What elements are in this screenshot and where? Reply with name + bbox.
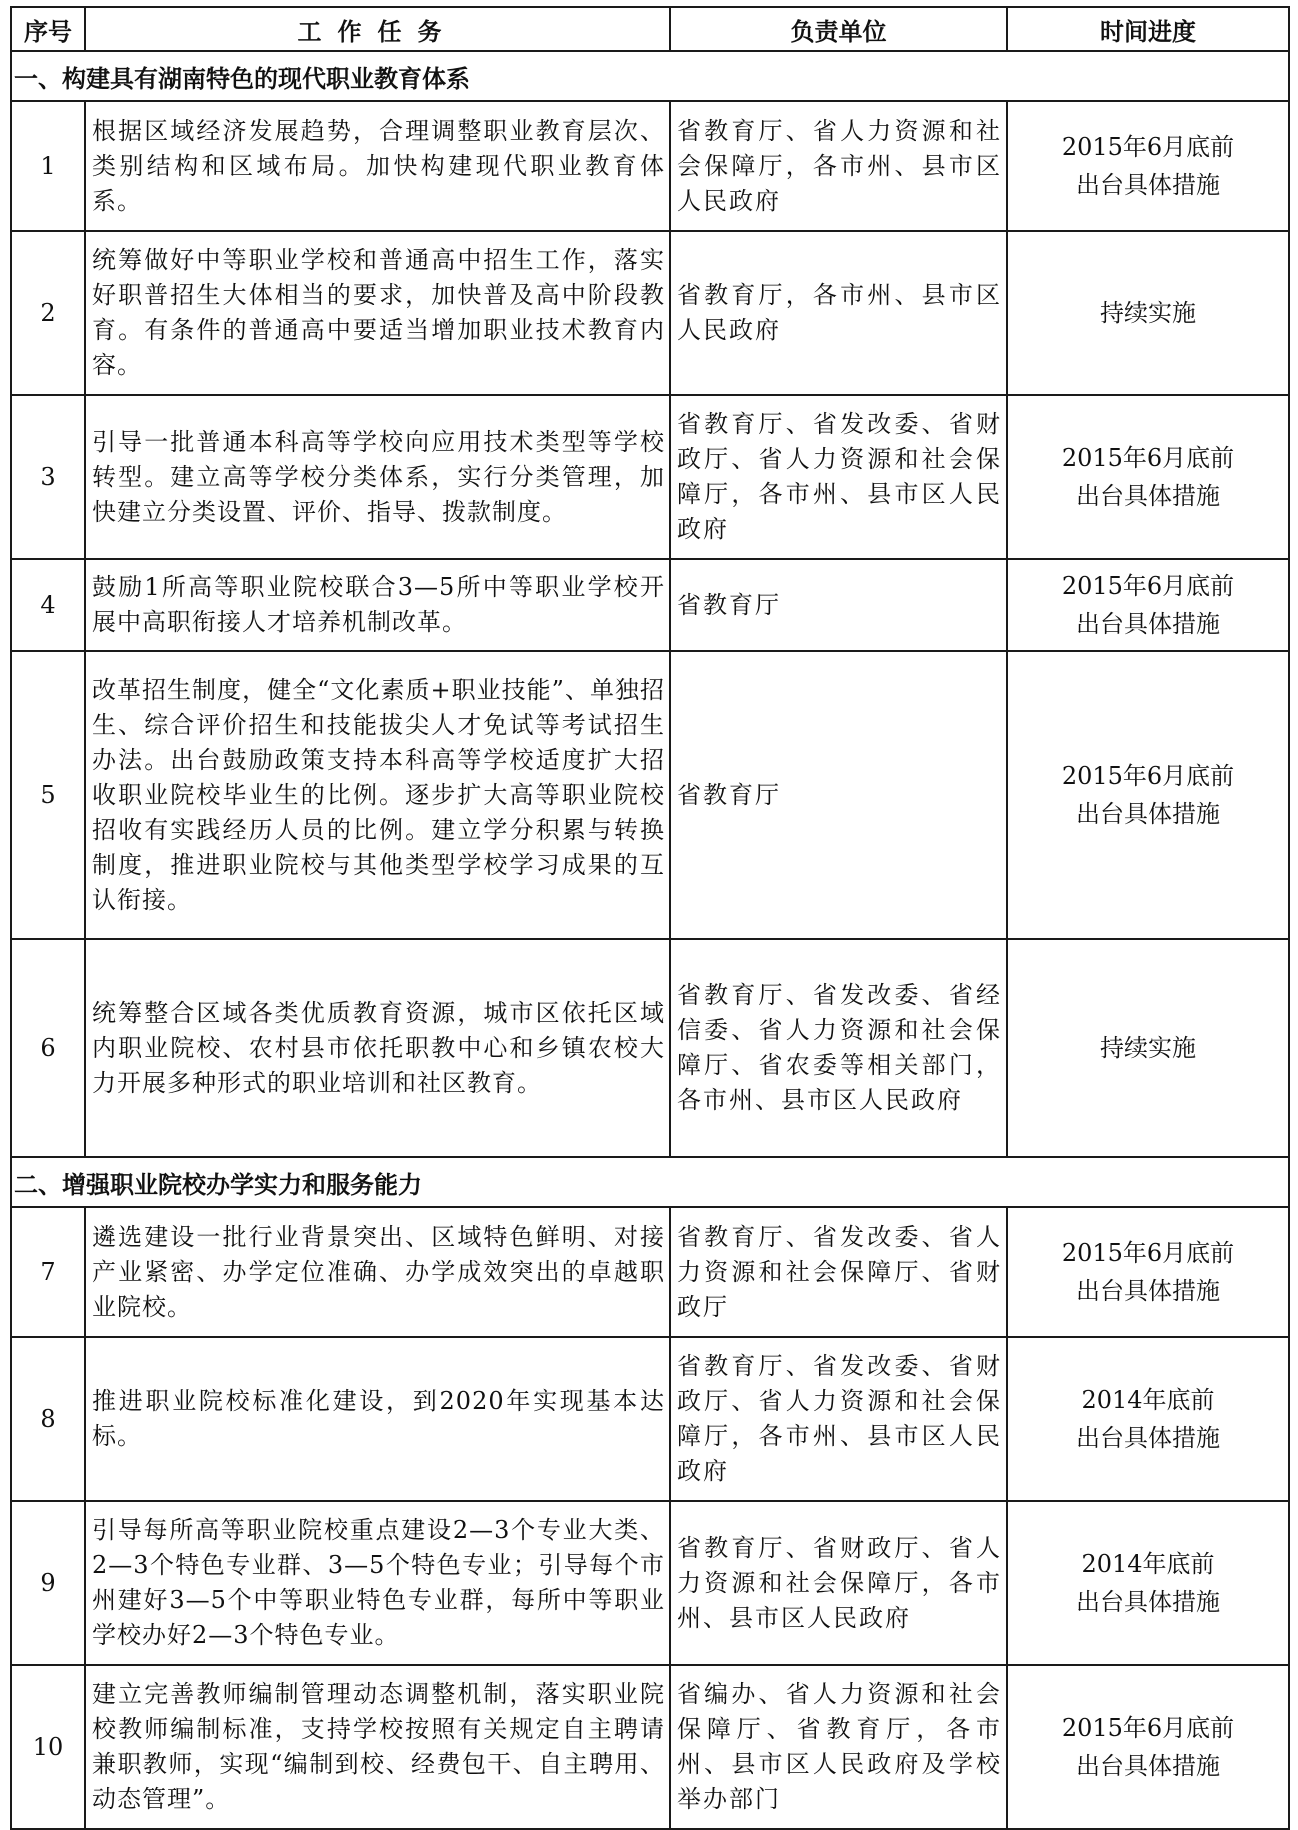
table-row: [11, 1665, 1289, 1829]
time-line1: 持续实施: [1100, 1034, 1196, 1062]
header-unit: 负责单位: [670, 7, 1007, 51]
row-time: [1007, 939, 1289, 1157]
time-line2: 出台具体措施: [1076, 1277, 1220, 1305]
task-table: [10, 6, 1290, 1830]
time-line1: 2014年底前: [1081, 1386, 1215, 1414]
row-task: 根据区域经济发展趋势，合理调整职业教育层次、类别结构和区域布局。加快构建现代职业教育体系。: [85, 101, 670, 231]
time-line1: 2015年6月底前: [1061, 444, 1235, 472]
row-num: 7: [11, 1207, 85, 1337]
time-line1: 2015年6月底前: [1061, 1714, 1235, 1742]
row-unit: 省教育厅、省财政厅、省人力资源和社会保障厅，各市州、县市区人民政府: [670, 1501, 1007, 1665]
row-unit: 省教育厅、省发改委、省经信委、省人力资源和社会保障厅、省农委等相关部门，各市州、县市区人民政府: [670, 939, 1007, 1157]
table-row: [11, 1501, 1289, 1665]
table-row: [11, 1337, 1289, 1501]
header-time: 时间进度: [1007, 7, 1289, 51]
time-line1: 2015年6月底前: [1061, 1239, 1235, 1267]
row-unit: 省教育厅、省人力资源和社会保障厅，各市州、县市区人民政府: [670, 101, 1007, 231]
row-num: 5: [11, 651, 85, 939]
row-num: 9: [11, 1501, 85, 1665]
row-task: 改革招生制度，健全“文化素质+职业技能”、单独招生、综合评价招生和技能拔尖人才免试等考试招生办法。出台鼓励政策支持本科高等学校适度扩大招收职业院校毕业生的比例。逐步扩大高等职业院校招收有实践经历人员的比例。建立学分积累与转换制度，推进职业院校与其他类型学校学习成果的互认衔接。: [85, 651, 670, 939]
time-line2: 出台具体措施: [1076, 1752, 1220, 1780]
time-line2: 出台具体措施: [1076, 1424, 1220, 1452]
row-unit: 省编办、省人力资源和社会保障厅、省教育厅，各市州、县市区人民政府及学校举办部门: [670, 1665, 1007, 1829]
table-row: [11, 101, 1289, 231]
row-unit: 省教育厅，各市州、县市区人民政府: [670, 231, 1007, 395]
row-time: [1007, 231, 1289, 395]
row-num: 6: [11, 939, 85, 1157]
row-num: 2: [11, 231, 85, 395]
row-time: [1007, 1207, 1289, 1337]
section-row: [11, 51, 1289, 101]
time-line2: 出台具体措施: [1076, 171, 1220, 199]
time-line1: 2014年底前: [1081, 1550, 1215, 1578]
table-row: [11, 939, 1289, 1157]
row-time: [1007, 395, 1289, 559]
table-row: [11, 395, 1289, 559]
time-line2: 出台具体措施: [1076, 800, 1220, 828]
row-task: 鼓励1所高等职业院校联合3—5所中等职业学校开展中高职衔接人才培养机制改革。: [85, 559, 670, 651]
document-page: [10, 6, 1288, 1830]
section-heading: 二、增强职业院校办学实力和服务能力: [11, 1157, 1289, 1207]
row-unit: 省教育厅、省发改委、省财政厅、省人力资源和社会保障厅，各市州、县市区人民政府: [670, 395, 1007, 559]
row-unit: 省教育厅: [670, 651, 1007, 939]
row-task: 建立完善教师编制管理动态调整机制，落实职业院校教师编制标准，支持学校按照有关规定自主聘请兼职教师，实现“编制到校、经费包干、自主聘用、动态管理”。: [85, 1665, 670, 1829]
table-row: [11, 1207, 1289, 1337]
row-num: 3: [11, 395, 85, 559]
header-row: [11, 7, 1289, 51]
row-unit: 省教育厅、省发改委、省财政厅、省人力资源和社会保障厅，各市州、县市区人民政府: [670, 1337, 1007, 1501]
row-task: 引导一批普通本科高等学校向应用技术类型等学校转型。建立高等学校分类体系，实行分类管理，加快建立分类设置、评价、指导、拨款制度。: [85, 395, 670, 559]
row-task: 统筹整合区域各类优质教育资源，城市区依托区域内职业院校、农村县市依托职教中心和乡镇农校大力开展多种形式的职业培训和社区教育。: [85, 939, 670, 1157]
row-num: 4: [11, 559, 85, 651]
row-time: [1007, 101, 1289, 231]
row-time: [1007, 1665, 1289, 1829]
time-line1: 2015年6月底前: [1061, 762, 1235, 790]
section-heading: 一、构建具有湖南特色的现代职业教育体系: [11, 51, 1289, 101]
row-num: 10: [11, 1665, 85, 1829]
time-line1: 2015年6月底前: [1061, 572, 1235, 600]
table-row: [11, 559, 1289, 651]
row-unit: 省教育厅: [670, 559, 1007, 651]
table-row: [11, 231, 1289, 395]
time-line1: 2015年6月底前: [1061, 133, 1235, 161]
row-num: 8: [11, 1337, 85, 1501]
row-num: 1: [11, 101, 85, 231]
row-task: 推进职业院校标准化建设，到2020年实现基本达标。: [85, 1337, 670, 1501]
row-time: [1007, 651, 1289, 939]
row-task: 引导每所高等职业院校重点建设2—3个专业大类、2—3个特色专业群、3—5个特色专业；引导每个市州建好3—5个中等职业特色专业群，每所中等职业学校办好2—3个特色专业。: [85, 1501, 670, 1665]
row-time: [1007, 1337, 1289, 1501]
row-time: [1007, 1501, 1289, 1665]
row-task: 统筹做好中等职业学校和普通高中招生工作，落实好职普招生大体相当的要求，加快普及高中阶段教育。有条件的普通高中要适当增加职业技术教育内容。: [85, 231, 670, 395]
row-task: 遴选建设一批行业背景突出、区域特色鲜明、对接产业紧密、办学定位准确、办学成效突出的卓越职业院校。: [85, 1207, 670, 1337]
row-time: [1007, 559, 1289, 651]
section-row: [11, 1157, 1289, 1207]
time-line2: 出台具体措施: [1076, 610, 1220, 638]
time-line2: 出台具体措施: [1076, 1588, 1220, 1616]
time-line1: 持续实施: [1100, 299, 1196, 327]
time-line2: 出台具体措施: [1076, 482, 1220, 510]
table-row: [11, 651, 1289, 939]
header-task: 工作任务: [85, 7, 670, 51]
row-unit: 省教育厅、省发改委、省人力资源和社会保障厅、省财政厅: [670, 1207, 1007, 1337]
header-num: 序号: [11, 7, 85, 51]
